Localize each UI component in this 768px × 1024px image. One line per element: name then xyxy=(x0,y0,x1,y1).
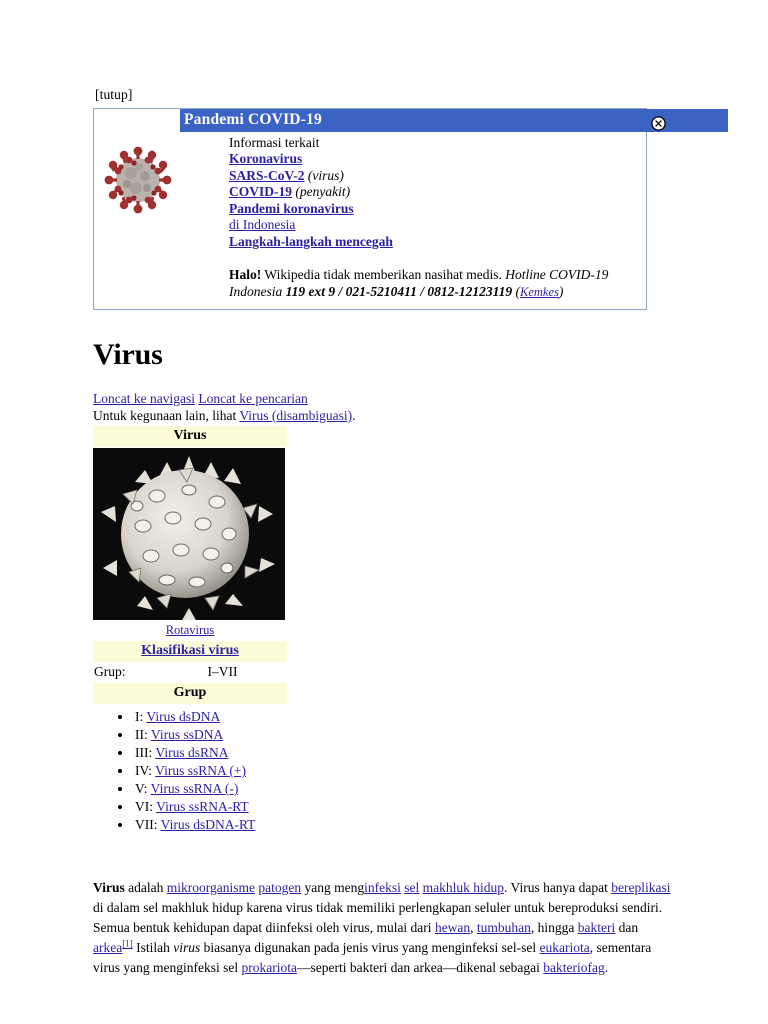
link-virus-ssrna-plus[interactable]: Virus ssRNA (+) xyxy=(155,763,246,778)
link-koronavirus[interactable]: Koronavirus xyxy=(229,151,303,166)
lead-text: , sementara virus yang menginfeksi sel xyxy=(93,940,652,975)
group-value: I–VII xyxy=(207,664,238,679)
link-hewan[interactable]: hewan xyxy=(434,920,471,935)
tutup-label[interactable]: [tutup] xyxy=(95,87,133,102)
hotline-label: Hotline COVID-19 Indonesia xyxy=(229,267,609,299)
covid-19-note: (penyakit) xyxy=(292,184,351,199)
infobox-title: Virus xyxy=(93,426,287,447)
link-prokariota[interactable]: prokariota xyxy=(241,960,297,975)
link-virus-ssrna-minus[interactable]: Virus ssRNA (-) xyxy=(150,781,239,796)
hatnote-suffix: . xyxy=(352,408,356,423)
link-virus-disambiguasi[interactable]: Virus (disambiguasi) xyxy=(239,408,353,423)
infobox-image[interactable] xyxy=(93,447,287,620)
lead-text: yang meng xyxy=(301,880,365,895)
infobox-group-header: Grup xyxy=(93,683,287,704)
link-virus-dsrna[interactable]: Virus dsRNA xyxy=(155,745,229,760)
virus-group-list xyxy=(93,708,693,834)
close-icon[interactable] xyxy=(651,116,666,131)
group-roman: IV: xyxy=(135,763,152,778)
group-roman: II: xyxy=(135,727,148,742)
link-klasifikasi-virus[interactable]: Klasifikasi virus xyxy=(141,643,239,658)
covid-notice-title: Pandemi COVID-19 xyxy=(180,109,728,132)
coronavirus-illustration xyxy=(94,109,182,217)
infobox-group-row xyxy=(93,662,287,683)
disambiguation-hatnote xyxy=(93,407,693,424)
lead-text: , hingga xyxy=(530,920,578,935)
hotline-numbers: 119 ext 9 / 021-5210411 / 0812-12123119 xyxy=(285,284,513,299)
jump-to-search-link[interactable]: Loncat ke pencarian xyxy=(198,391,308,406)
taxonomy-infobox xyxy=(93,426,287,704)
reference-link[interactable]: [1] xyxy=(122,938,133,949)
list-item xyxy=(133,744,693,762)
group-roman: III: xyxy=(135,745,153,760)
jump-links xyxy=(93,390,693,407)
covid-related-links xyxy=(182,132,638,251)
link-virus-ssdna[interactable]: Virus ssDNA xyxy=(150,727,224,742)
lead-text: dan xyxy=(615,920,639,935)
link-sars-cov-2[interactable]: SARS-CoV-2 xyxy=(229,167,305,183)
page-title: Virus xyxy=(93,338,163,371)
lead-text: adalah xyxy=(124,880,167,895)
link-virus-dsdna-rt[interactable]: Virus dsDNA-RT xyxy=(160,817,256,832)
link-virus-dsdna[interactable]: Virus dsDNA xyxy=(146,709,221,724)
list-item xyxy=(133,762,693,780)
lead-text: . Virus hanya dapat xyxy=(504,880,612,895)
group-roman: V: xyxy=(135,781,148,796)
link-arkea[interactable]: arkea xyxy=(93,940,123,955)
covid-notice-box xyxy=(93,108,647,311)
covid-subtitle: Informasi terkait xyxy=(229,134,320,150)
link-eukariota[interactable]: eukariota xyxy=(539,940,590,955)
jump-to-navigation-link[interactable]: Loncat ke navigasi xyxy=(93,391,195,406)
link-langkah-langkah-mencegah[interactable]: Langkah-langkah mencegah xyxy=(229,233,393,249)
lead-text: —seperti bakteri dan arkea—dikenal sebagai xyxy=(296,960,544,975)
link-virus-ssrna-rt[interactable]: Virus ssRNA-RT xyxy=(156,799,249,814)
list-item xyxy=(133,816,693,834)
link-bereplikasi[interactable]: bereplikasi xyxy=(611,880,671,895)
lead-text: . xyxy=(604,960,609,975)
link-mikroorganisme[interactable]: mikroorganisme xyxy=(166,880,255,895)
lead-paragraph xyxy=(93,878,675,978)
link-kemkes[interactable]: Kemkes xyxy=(520,285,559,299)
link-makhluk-hidup[interactable]: makhluk hidup xyxy=(422,880,504,895)
list-item xyxy=(133,798,693,816)
group-label: Grup: xyxy=(94,664,126,679)
link-tumbuhan[interactable]: tumbuhan xyxy=(476,920,531,935)
link-covid-19[interactable]: COVID-19 xyxy=(229,184,292,199)
link-patogen[interactable]: patogen xyxy=(258,880,302,895)
link-rotavirus[interactable]: Rotavirus xyxy=(165,623,215,637)
link-pandemi-koronavirus[interactable]: Pandemi koronavirus xyxy=(229,200,354,216)
reference-marker[interactable] xyxy=(122,939,133,949)
list-item xyxy=(133,780,693,798)
halo-text: Wikipedia tidak memberikan nasihat medis. xyxy=(261,267,506,282)
list-item xyxy=(133,726,693,744)
sars-cov-2-note: (virus) xyxy=(304,167,344,183)
covid-hotline-note: Halo! Wikipedia tidak memberikan nasihat medis. Hotline COVID-19 Indonesia 119 ext 9 / 021-5210411 / 0812-12123119 (Kemkes) xyxy=(229,267,609,299)
halo-bold: Halo! xyxy=(229,267,262,282)
lead-text: di dalam sel makhluk hidup karena virus tidak memiliki perlengkapan seluler untuk bereproduksi sendiri. Semua bentuk kehidupan dapat diinfeksi oleh virus, mulai dari xyxy=(93,900,663,935)
link-bakteri[interactable]: bakteri xyxy=(577,920,616,935)
hatnote-prefix: Untuk kegunaan lain, lihat xyxy=(93,408,240,423)
lead-italic-virus: virus xyxy=(173,940,201,955)
group-roman: I: xyxy=(135,709,144,724)
lead-text: , xyxy=(470,920,477,935)
group-roman: VII: xyxy=(135,817,158,832)
lead-term: Virus xyxy=(93,880,125,895)
link-di-indonesia[interactable]: di Indonesia xyxy=(229,217,296,232)
infobox-classification-header xyxy=(93,641,287,662)
link-infeksi[interactable]: infeksi xyxy=(364,880,401,895)
infobox-image-caption xyxy=(93,620,287,641)
link-sel[interactable]: sel xyxy=(404,880,420,895)
lead-text: Istilah xyxy=(132,940,174,955)
link-bakteriofag[interactable]: bakteriofag xyxy=(543,960,605,975)
lead-text: biasanya digunakan pada jenis virus yang menginfeksi sel-sel xyxy=(200,940,540,955)
group-roman: VI: xyxy=(135,799,153,814)
list-item xyxy=(133,708,693,726)
